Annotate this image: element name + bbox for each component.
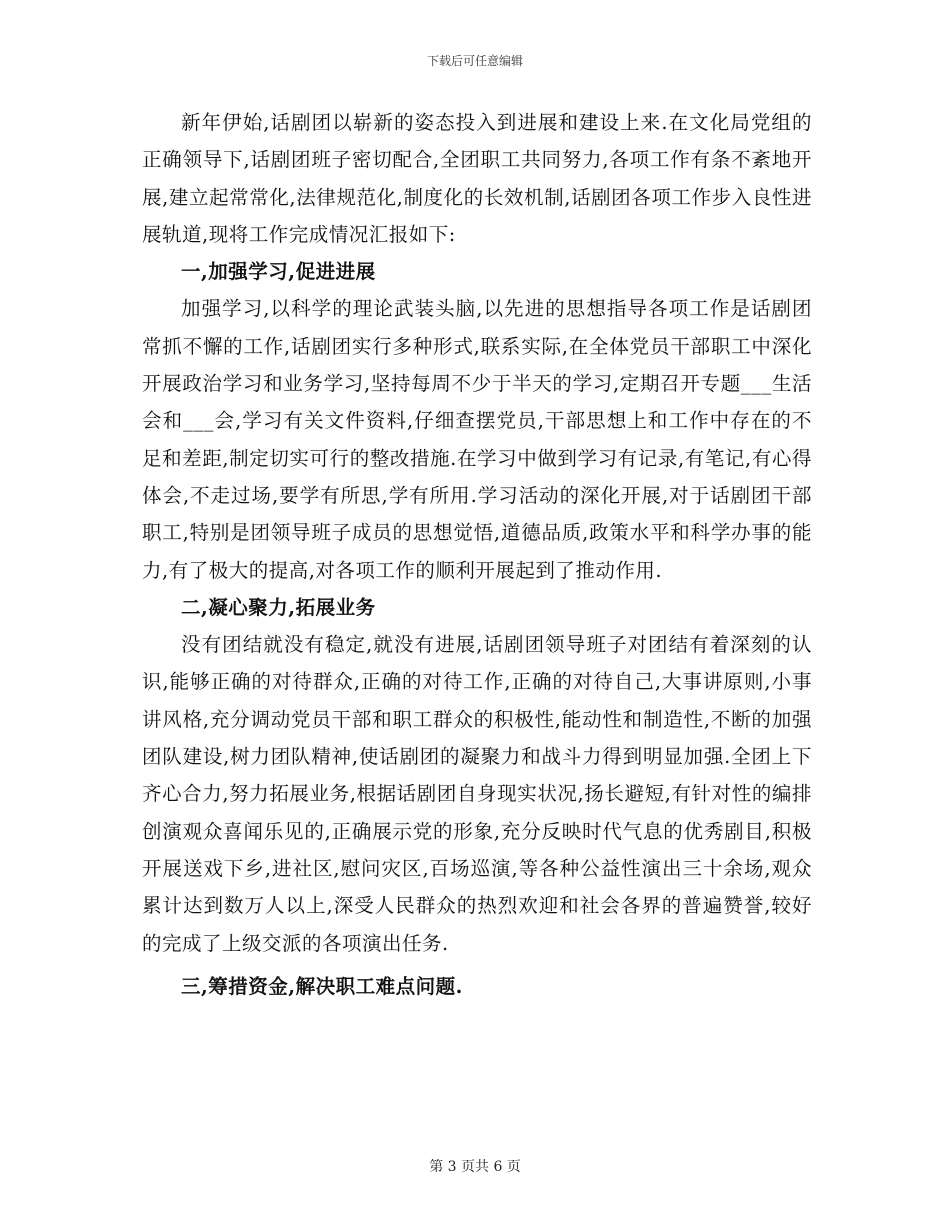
section-heading-3: 三,筹措资金,解决职工难点问题. xyxy=(181,974,463,998)
document-body xyxy=(142,104,812,1005)
section-2-paragraph: 没有团结就没有稳定,就没有进展,话剧团领导班子对团结有着深刻的认识,能够正确的对待群众,正确的对待工作,正确的对待自己,大事讲原则,小事讲风格,充分调动党员干部和职工群众的积极性,能动性和制造性,不断的加强团队建设,树力团队精神,使话剧团的凝聚力和战斗力得到明显加强.全团上下齐心合力,努力拓展业务,根据话剧团自身现实状况,扬长避短,有针对性的编排创演观众喜闻乐见的,正确展示党的形象,充分反映时代气息的优秀剧目,积极开展送戏下乡,进社区,慰问灾区,百场巡演,等各种公益性演出三十余场,观众累计达到数万人以上,深受人民群众的热烈欢迎和社会各界的普遍赞誉,较好的完成了上级交派的各项演出任务. xyxy=(142,633,812,955)
section-1-paragraph: 加强学习,以科学的理论武装头脑,以先进的思想指导各项工作是话剧团常抓不懈的工作,话剧团实行多种形式,联系实际,在全体党员干部职工中深化开展政治学习和业务学习,坚持每周不少于半天的学习,定期召开专题___生活会和___会,学习有关文件资料,仔细查摆党员,干部思想上和工作中存在的不足和差距,制定切实可行的整改措施.在学习中做到学习有记录,有笔记,有心得体会,不走过场,要学有所思,学有所用.学习活动的深化开展,对于话剧团干部职工,特别是团领导班子成员的思想觉悟,道德品质,政策水平和科学办事的能力,有了极大的提高,对各项工作的顺利开展起到了推动作用. xyxy=(142,297,812,582)
intro-paragraph: 新年伊始,话剧团以崭新的姿态投入到进展和建设上来.在文化局党组的正确领导下,话剧团班子密切配合,全团职工共同努力,各项工作有条不紊地开展,建立起常常化,法律规范化,制度化的长效机制,话剧团各项工作步入良性进展轨道,现将工作完成情况汇报如下: xyxy=(142,111,812,246)
section-heading-1: 一,加强学习,促进进展 xyxy=(181,260,376,284)
section-heading-2: 二,凝心聚力,拓展业务 xyxy=(181,595,376,619)
page-footer: 第 3 页共 6 页 xyxy=(429,1159,521,1175)
page-header: 下载后可任意编辑 xyxy=(426,54,523,68)
